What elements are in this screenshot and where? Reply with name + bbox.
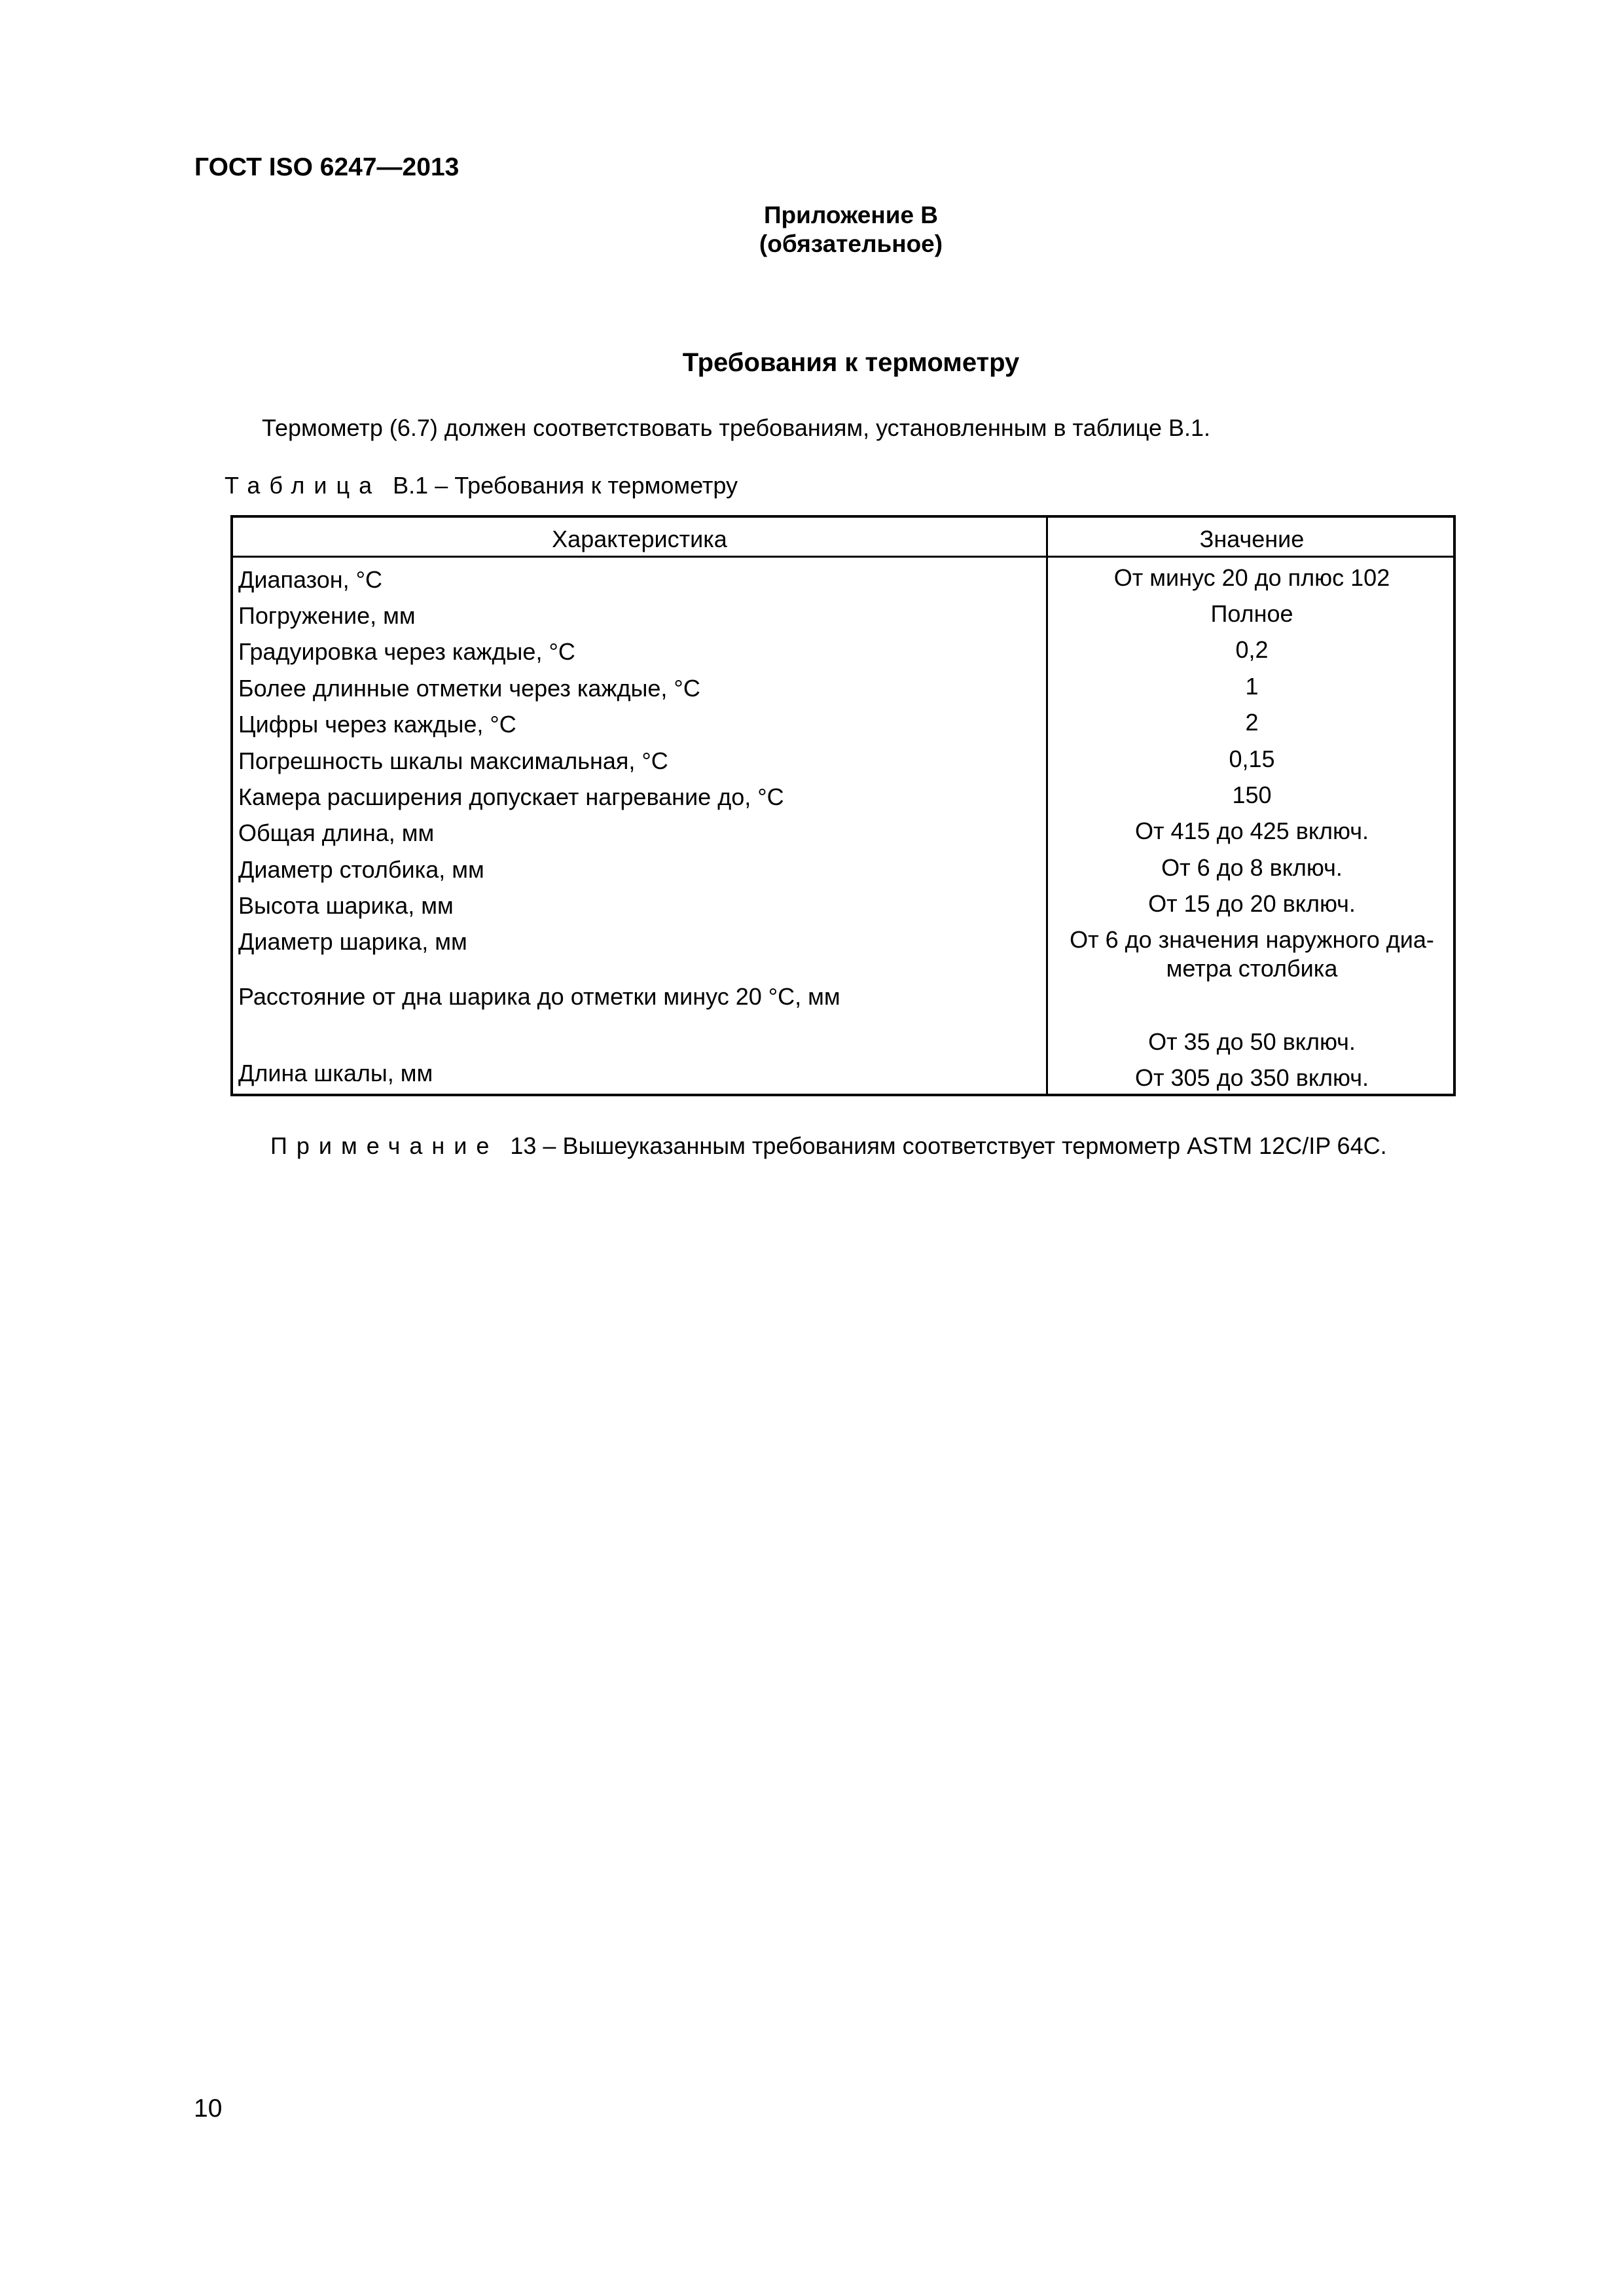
table-cell-value: От минус 20 до плюс 102 xyxy=(1113,564,1390,591)
table-cell-value: От 15 до 20 включ. xyxy=(1148,890,1356,917)
page-number: 10 xyxy=(194,2094,223,2123)
table-cell-characteristic: Камера расширения допускает нагревание до, °С xyxy=(238,783,784,810)
section-title: Требования к термометру xyxy=(682,348,1020,377)
requirements-table xyxy=(230,515,1456,1096)
table-cell-characteristic: Более длинные отметки через каждые, °С xyxy=(238,675,700,702)
table-cell-characteristic: Градуировка через каждые, °С xyxy=(238,638,575,665)
table-cell-characteristic: Диаметр шарика, мм xyxy=(238,928,467,955)
table-cell-characteristic: Погрешность шкалы максимальная, °С xyxy=(238,747,668,774)
table-cell-value: 1 xyxy=(1245,673,1259,700)
document-code: ГОСТ ISO 6247—2013 xyxy=(194,153,460,181)
table-cell-characteristic: Высота шарика, мм xyxy=(238,892,454,919)
table-header-value: Значение xyxy=(1199,526,1305,552)
table-cell-value: От 6 до значения наружного диа- xyxy=(1070,926,1434,953)
intro-paragraph: Термометр (6.7) должен соответствовать требованиям, установленным в таблице В.1. xyxy=(262,414,1211,441)
table-cell-characteristic: Диаметр столбика, мм xyxy=(238,856,484,883)
table-header-divider xyxy=(233,556,1453,558)
appendix-title: Приложение В xyxy=(763,202,939,228)
table-cell-value: 150 xyxy=(1232,781,1272,808)
table-note xyxy=(270,1132,1387,1160)
table-cell-characteristic: Расстояние от дна шарика до отметки минус 20 °С, мм xyxy=(238,983,840,1010)
table-cell-value: 0,15 xyxy=(1229,745,1275,772)
table-caption-text: В.1 – Требования к термометру xyxy=(393,472,738,499)
table-cell-value: От 6 до 8 включ. xyxy=(1161,854,1343,881)
table-cell-value: Полное xyxy=(1210,600,1293,627)
appendix-status: (обязательное) xyxy=(759,230,943,257)
table-cell-characteristic: Цифры через каждые, °С xyxy=(238,711,516,738)
table-cell-value: От 35 до 50 включ. xyxy=(1148,1028,1356,1055)
table-cell-characteristic: Длина шкалы, мм xyxy=(238,1060,433,1086)
table-cell-characteristic: Общая длина, мм xyxy=(238,819,435,846)
table-cell-characteristic: Погружение, мм xyxy=(238,602,416,629)
table-caption xyxy=(225,472,738,499)
table-cell-value: метра столбика xyxy=(1166,955,1338,982)
table-header-characteristic: Характеристика xyxy=(552,526,727,552)
note-label: Примечание xyxy=(270,1132,499,1159)
table-cell-value: 2 xyxy=(1245,709,1259,736)
table-caption-label: Таблица xyxy=(225,472,382,499)
table-cell-value: 0,2 xyxy=(1235,636,1269,663)
table-cell-value: От 305 до 350 включ. xyxy=(1135,1064,1369,1091)
table-cell-characteristic: Диапазон, °С xyxy=(238,566,383,593)
table-cell-value: От 415 до 425 включ. xyxy=(1135,817,1369,844)
note-text: 13 – Вышеуказанным требованиям соответствует термометр ASTM 12C/IP 64C. xyxy=(510,1132,1387,1159)
